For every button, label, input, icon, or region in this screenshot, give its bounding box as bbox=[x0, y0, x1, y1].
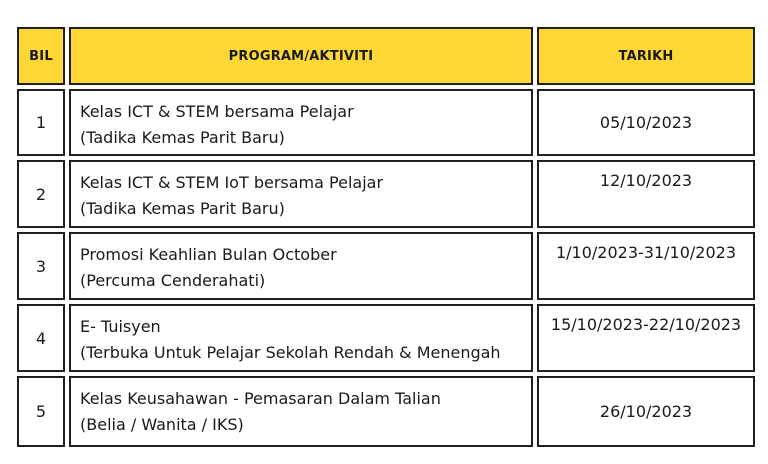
row-5-title: Kelas Keusahawan - Pemasaran Dalam Talian bbox=[80, 389, 441, 408]
row-1-date: 05/10/2023 bbox=[537, 89, 755, 156]
row-4-bil: 4 bbox=[17, 304, 65, 372]
row-3-title: Promosi Keahlian Bulan October bbox=[80, 245, 337, 264]
row-3-note: (Percuma Cenderahati) bbox=[80, 271, 266, 290]
row-2-program bbox=[69, 160, 533, 228]
header-program: PROGRAM/AKTIVITI bbox=[69, 27, 533, 85]
row-5-bil: 5 bbox=[17, 376, 65, 447]
row-1-title: Kelas ICT & STEM bersama Pelajar bbox=[80, 102, 354, 121]
row-5-program bbox=[69, 376, 533, 447]
row-1-program bbox=[69, 89, 533, 156]
header-tarikh: TARIKH bbox=[537, 27, 755, 85]
header-bil: BIL bbox=[17, 27, 65, 85]
row-2-date: 12/10/2023 bbox=[537, 160, 755, 228]
row-4-date: 15/10/2023-22/10/2023 bbox=[537, 304, 755, 372]
row-4-program bbox=[69, 304, 533, 372]
row-5-date: 26/10/2023 bbox=[537, 376, 755, 447]
row-2-note: (Tadika Kemas Parit Baru) bbox=[80, 199, 285, 218]
row-4-title: E- Tuisyen bbox=[80, 317, 161, 336]
row-2-title: Kelas ICT & STEM IoT bersama Pelajar bbox=[80, 173, 384, 192]
row-3-program bbox=[69, 232, 533, 300]
row-5-note: (Belia / Wanita / IKS) bbox=[80, 415, 244, 434]
row-4-note: (Terbuka Untuk Pelajar Sekolah Rendah & Menengah bbox=[80, 343, 501, 362]
row-2-bil: 2 bbox=[17, 160, 65, 228]
row-1-note: (Tadika Kemas Parit Baru) bbox=[80, 128, 285, 147]
row-1-bil: 1 bbox=[17, 89, 65, 156]
row-3-date: 1/10/2023-31/10/2023 bbox=[537, 232, 755, 300]
row-3-bil: 3 bbox=[17, 232, 65, 300]
